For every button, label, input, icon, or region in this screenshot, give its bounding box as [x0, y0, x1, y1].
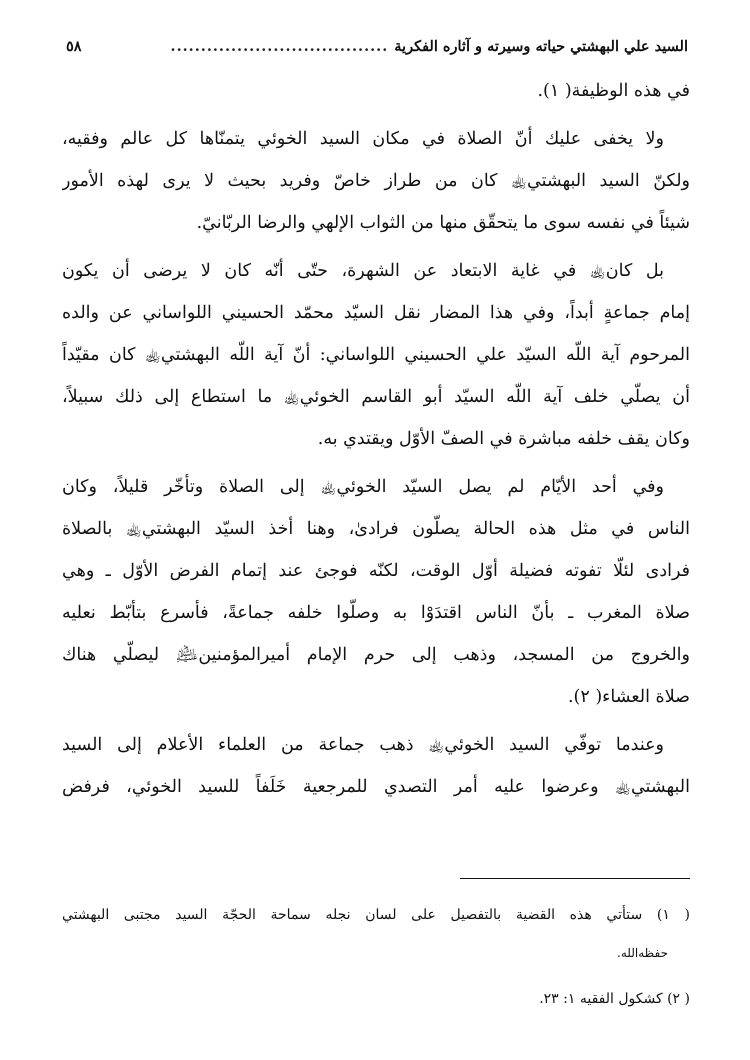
text-line: ولكنّ السيد البهشتي﵀ كان من طراز خاصّ وفريد بحيث لا يرى لهذه الأمور: [62, 171, 690, 191]
header-title: السيد علي البهشتي حياته وسيرته و آثاره الفكرية: [394, 38, 688, 55]
page-number: ٥٨: [66, 38, 82, 55]
text-line: الناس في مثل هذه الحالة يصلّون فرادىٰ، وهنا أخذ السيّد البهشتي﵀ بالصلاة: [62, 519, 690, 539]
text-line: المرحوم آية اللّه السيّد علي الحسيني اللواساني: أنّ آية اللّه البهشتي﵀ كان مقيّداً: [62, 345, 690, 365]
footnotes: [62, 896, 690, 1018]
text-line: فرادى لئلّا تفوته فضيلة أوّل الوقت، لكنّه فوجئ عند إتمام الفرض الأوّل ـ وهي: [62, 561, 690, 581]
text-line: وعندما توفّي السيد الخوئي﵀ ذهب جماعة من العلماء الأعلام إلى السيد: [62, 735, 664, 755]
text-line: صلاة المغرب ـ بأنّ الناس اقتدَوْا به وصلّوا خلفه جماعةً، فأسرع بتأبّط نعليه: [62, 603, 690, 623]
text-line: وكان يقف خلفه مباشرة في الصفّ الأوّل ويقتدي به.: [317, 429, 690, 449]
footnote-1-continuation: حفظه‌الله.: [617, 946, 668, 960]
main-text: [62, 70, 690, 808]
footnote-1: ( ١) ستأتي هذه القضية بالتفصيل على لسان نجله سماحة الحجّة السيد مجتبى البهشتي: [62, 907, 690, 923]
text-line: والخروج من المسجد، وذهب إلى حرم الإمام أميرالمؤمنين﵇ ليصلّي هناك: [62, 645, 690, 665]
text-line: وفي أحد الأيّام لم يصل السيّد الخوئي﵀ إلى الصلاة وتأخّر قليلاً، وكان: [62, 477, 664, 497]
text-line: في هذه الوظيفة( ١).: [537, 81, 690, 101]
footnote-2: ( ٢) كشكول الفقيه ١: ٢٣.: [539, 991, 690, 1007]
footnote-separator: [460, 878, 690, 879]
header-leader-dots: ....................................: [170, 38, 389, 55]
text-line: البهشتي﵀ وعرضوا عليه أمر التصدي للمرجعية خَلَفاً للسيد الخوئي، فرفض: [62, 777, 690, 797]
running-header: [66, 34, 688, 60]
text-line: شيئاً في نفسه سوى ما يتحقّق منها من الثواب الإلهي والرضا الربّانيّ.: [196, 213, 690, 233]
text-line: بل كان﵀ في غاية الابتعاد عن الشهرة، حتّى أنّه كان لا يرضى أن يكون: [62, 261, 664, 281]
text-line: أن يصلّي خلف آية اللّه السيّد أبو القاسم الخوئي﵀ ما استطاع إلى ذلك سبيلاً،: [62, 387, 690, 407]
text-line: ولا يخفى عليك أنّ الصلاة في مكان السيد الخوئي يتمنّاها كل عالم وفقيه،: [62, 129, 664, 149]
text-line: صلاة العشاء( ٢).: [567, 687, 690, 707]
text-line: إمام جماعةٍ أبداً، وفي هذا المضار نقل السيّد محمّد الحسيني اللواساني عن والده: [62, 303, 690, 323]
